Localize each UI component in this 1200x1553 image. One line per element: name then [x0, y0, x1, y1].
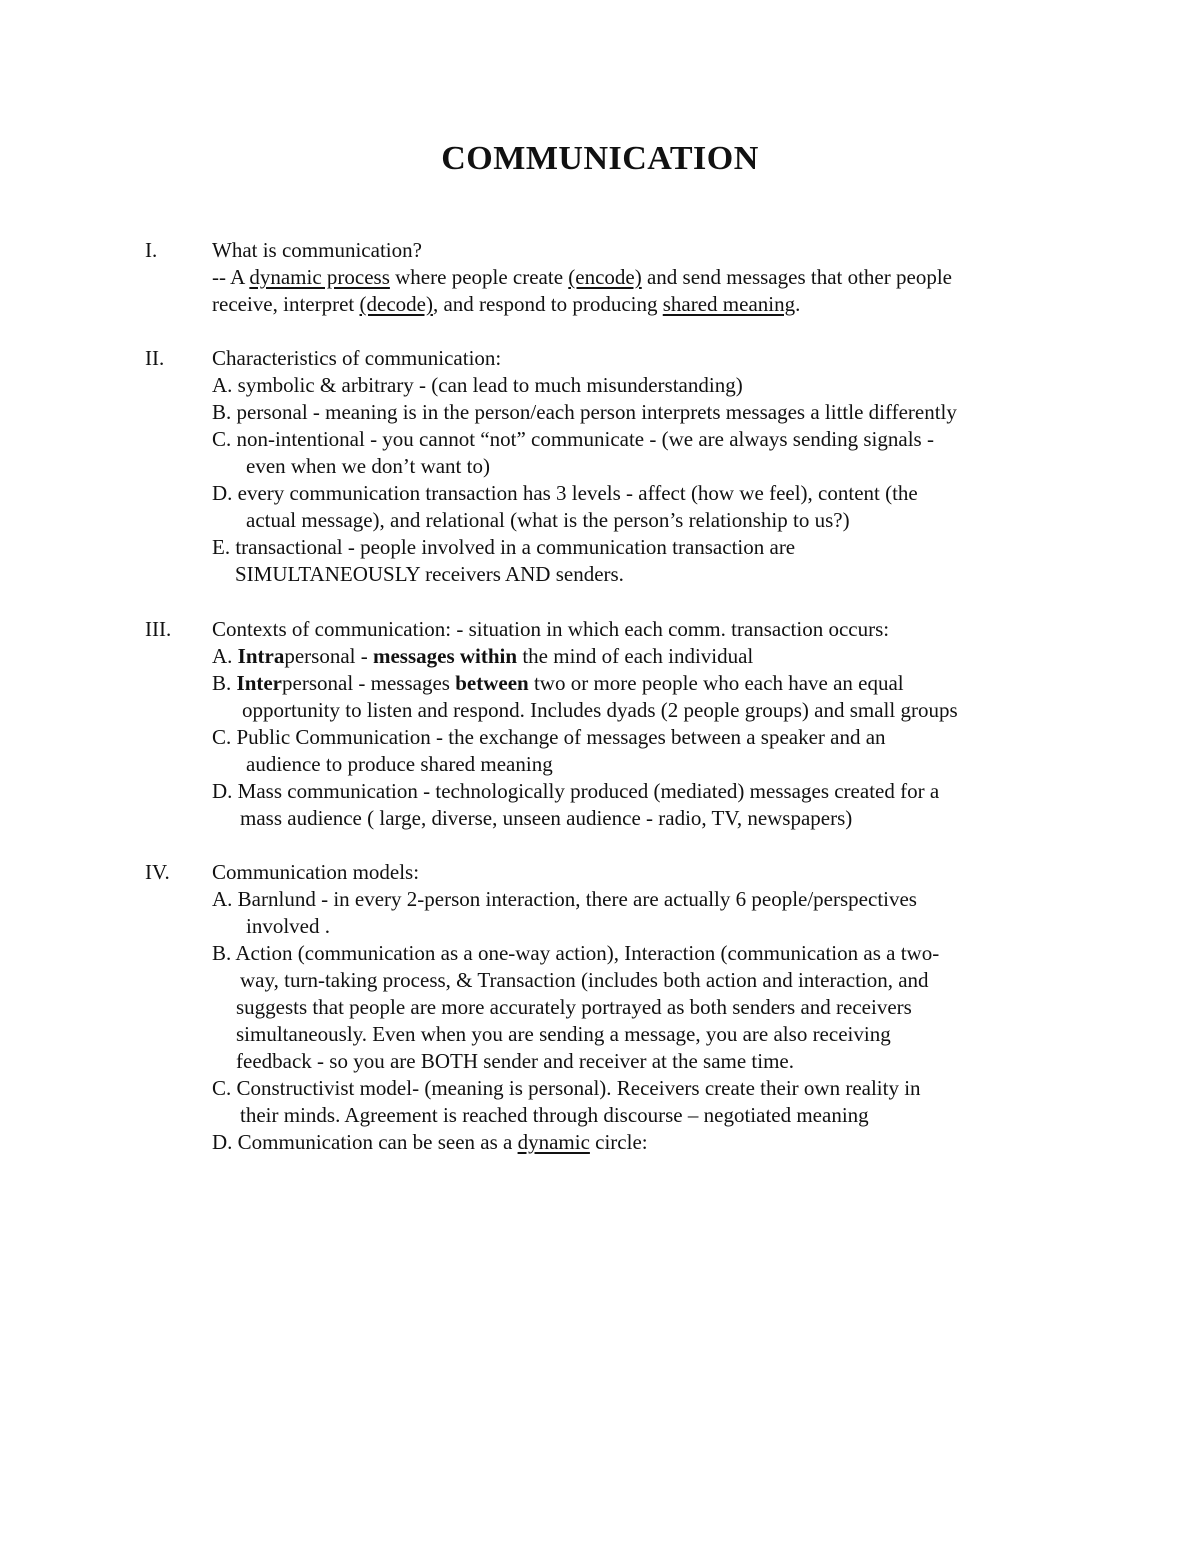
- section-2-item-a: A. symbolic & arbitrary - (can lead to much misunderstanding): [212, 373, 743, 397]
- section-4-item-a-cont: involved .: [246, 914, 330, 938]
- section-4-number: IV.: [145, 860, 170, 884]
- underlined-term: shared meaning: [662, 292, 796, 316]
- section-1-line-2: receive, interpret (decode), and respond to producing shared meaning.: [212, 292, 801, 316]
- section-2-item-d: D. every communication transaction has 3 levels - affect (how we feel), content (the: [212, 481, 918, 505]
- section-3-item-b-cont: opportunity to listen and respond. Includes dyads (2 people groups) and small groups: [242, 698, 958, 722]
- section-3-item-d: D. Mass communication - technologically produced (mediated) messages created for a: [212, 779, 940, 803]
- section-2-item-c: C. non-intentional - you cannot “not” communicate - (we are always sending signals -: [212, 427, 934, 451]
- section-2-item-d-cont: actual message), and relational (what is the person’s relationship to us?): [246, 508, 850, 532]
- section-2-item-b: B. personal - meaning is in the person/each person interprets messages a little differently: [212, 400, 957, 424]
- section-4-item-c-cont: their minds. Agreement is reached through discourse – negotiated meaning: [240, 1103, 869, 1127]
- underlined-term: dynamic process: [249, 265, 390, 289]
- section-3-heading: Contexts of communication: - situation in which each comm. transaction occurs:: [212, 617, 890, 641]
- section-1-line-1: -- A dynamic process where people create (encode) and send messages that other people: [212, 265, 952, 289]
- underlined-term: (encode): [568, 265, 642, 289]
- section-1-number: I.: [145, 238, 158, 262]
- section-3-number: III.: [145, 617, 172, 641]
- section-4-item-b-cont-3: simultaneously. Even when you are sending a message, you are also receiving: [236, 1022, 891, 1046]
- section-4-heading: Communication models:: [212, 860, 420, 884]
- section-3-item-b: B. Interpersonal - messages between two or more people who each have an equal: [212, 671, 904, 695]
- section-4-item-b-cont-4: feedback - so you are BOTH sender and receiver at the same time.: [236, 1049, 795, 1073]
- section-1-heading: What is communication?: [212, 238, 422, 262]
- section-3-item-c: C. Public Communication - the exchange of messages between a speaker and an: [212, 725, 886, 749]
- page-title: COMMUNICATION: [441, 140, 759, 177]
- section-2-item-c-cont: even when we don’t want to): [246, 454, 490, 478]
- section-2-heading: Characteristics of communication:: [212, 346, 502, 370]
- section-4-item-b-cont-1: way, turn-taking process, & Transaction (includes both action and interaction, and: [240, 968, 929, 992]
- section-4-item-b: B. Action (communication as a one-way action), Interaction (communication as a two-: [212, 941, 940, 965]
- section-3-item-c-cont: audience to produce shared meaning: [246, 752, 553, 776]
- section-3-item-a: A. Intrapersonal - messages within the mind of each individual: [212, 644, 754, 668]
- section-2-item-e-cont: SIMULTANEOUSLY receivers AND senders.: [235, 562, 624, 586]
- underlined-term: (decode): [359, 292, 433, 316]
- underlined-term: dynamic: [517, 1130, 590, 1154]
- section-2-number: II.: [145, 346, 165, 370]
- section-4-item-a: A. Barnlund - in every 2-person interaction, there are actually 6 people/perspectives: [212, 887, 917, 911]
- section-3-item-d-cont: mass audience ( large, diverse, unseen audience - radio, TV, newspapers): [240, 806, 853, 830]
- section-4-item-c: C. Constructivist model- (meaning is personal). Receivers create their own reality in: [212, 1076, 921, 1100]
- section-4-item-b-cont-2: suggests that people are more accurately portrayed as both senders and receivers: [236, 995, 912, 1019]
- section-2-item-e: E. transactional - people involved in a communication transaction are: [212, 535, 796, 559]
- section-4-item-d: D. Communication can be seen as a dynamic circle:: [212, 1130, 648, 1154]
